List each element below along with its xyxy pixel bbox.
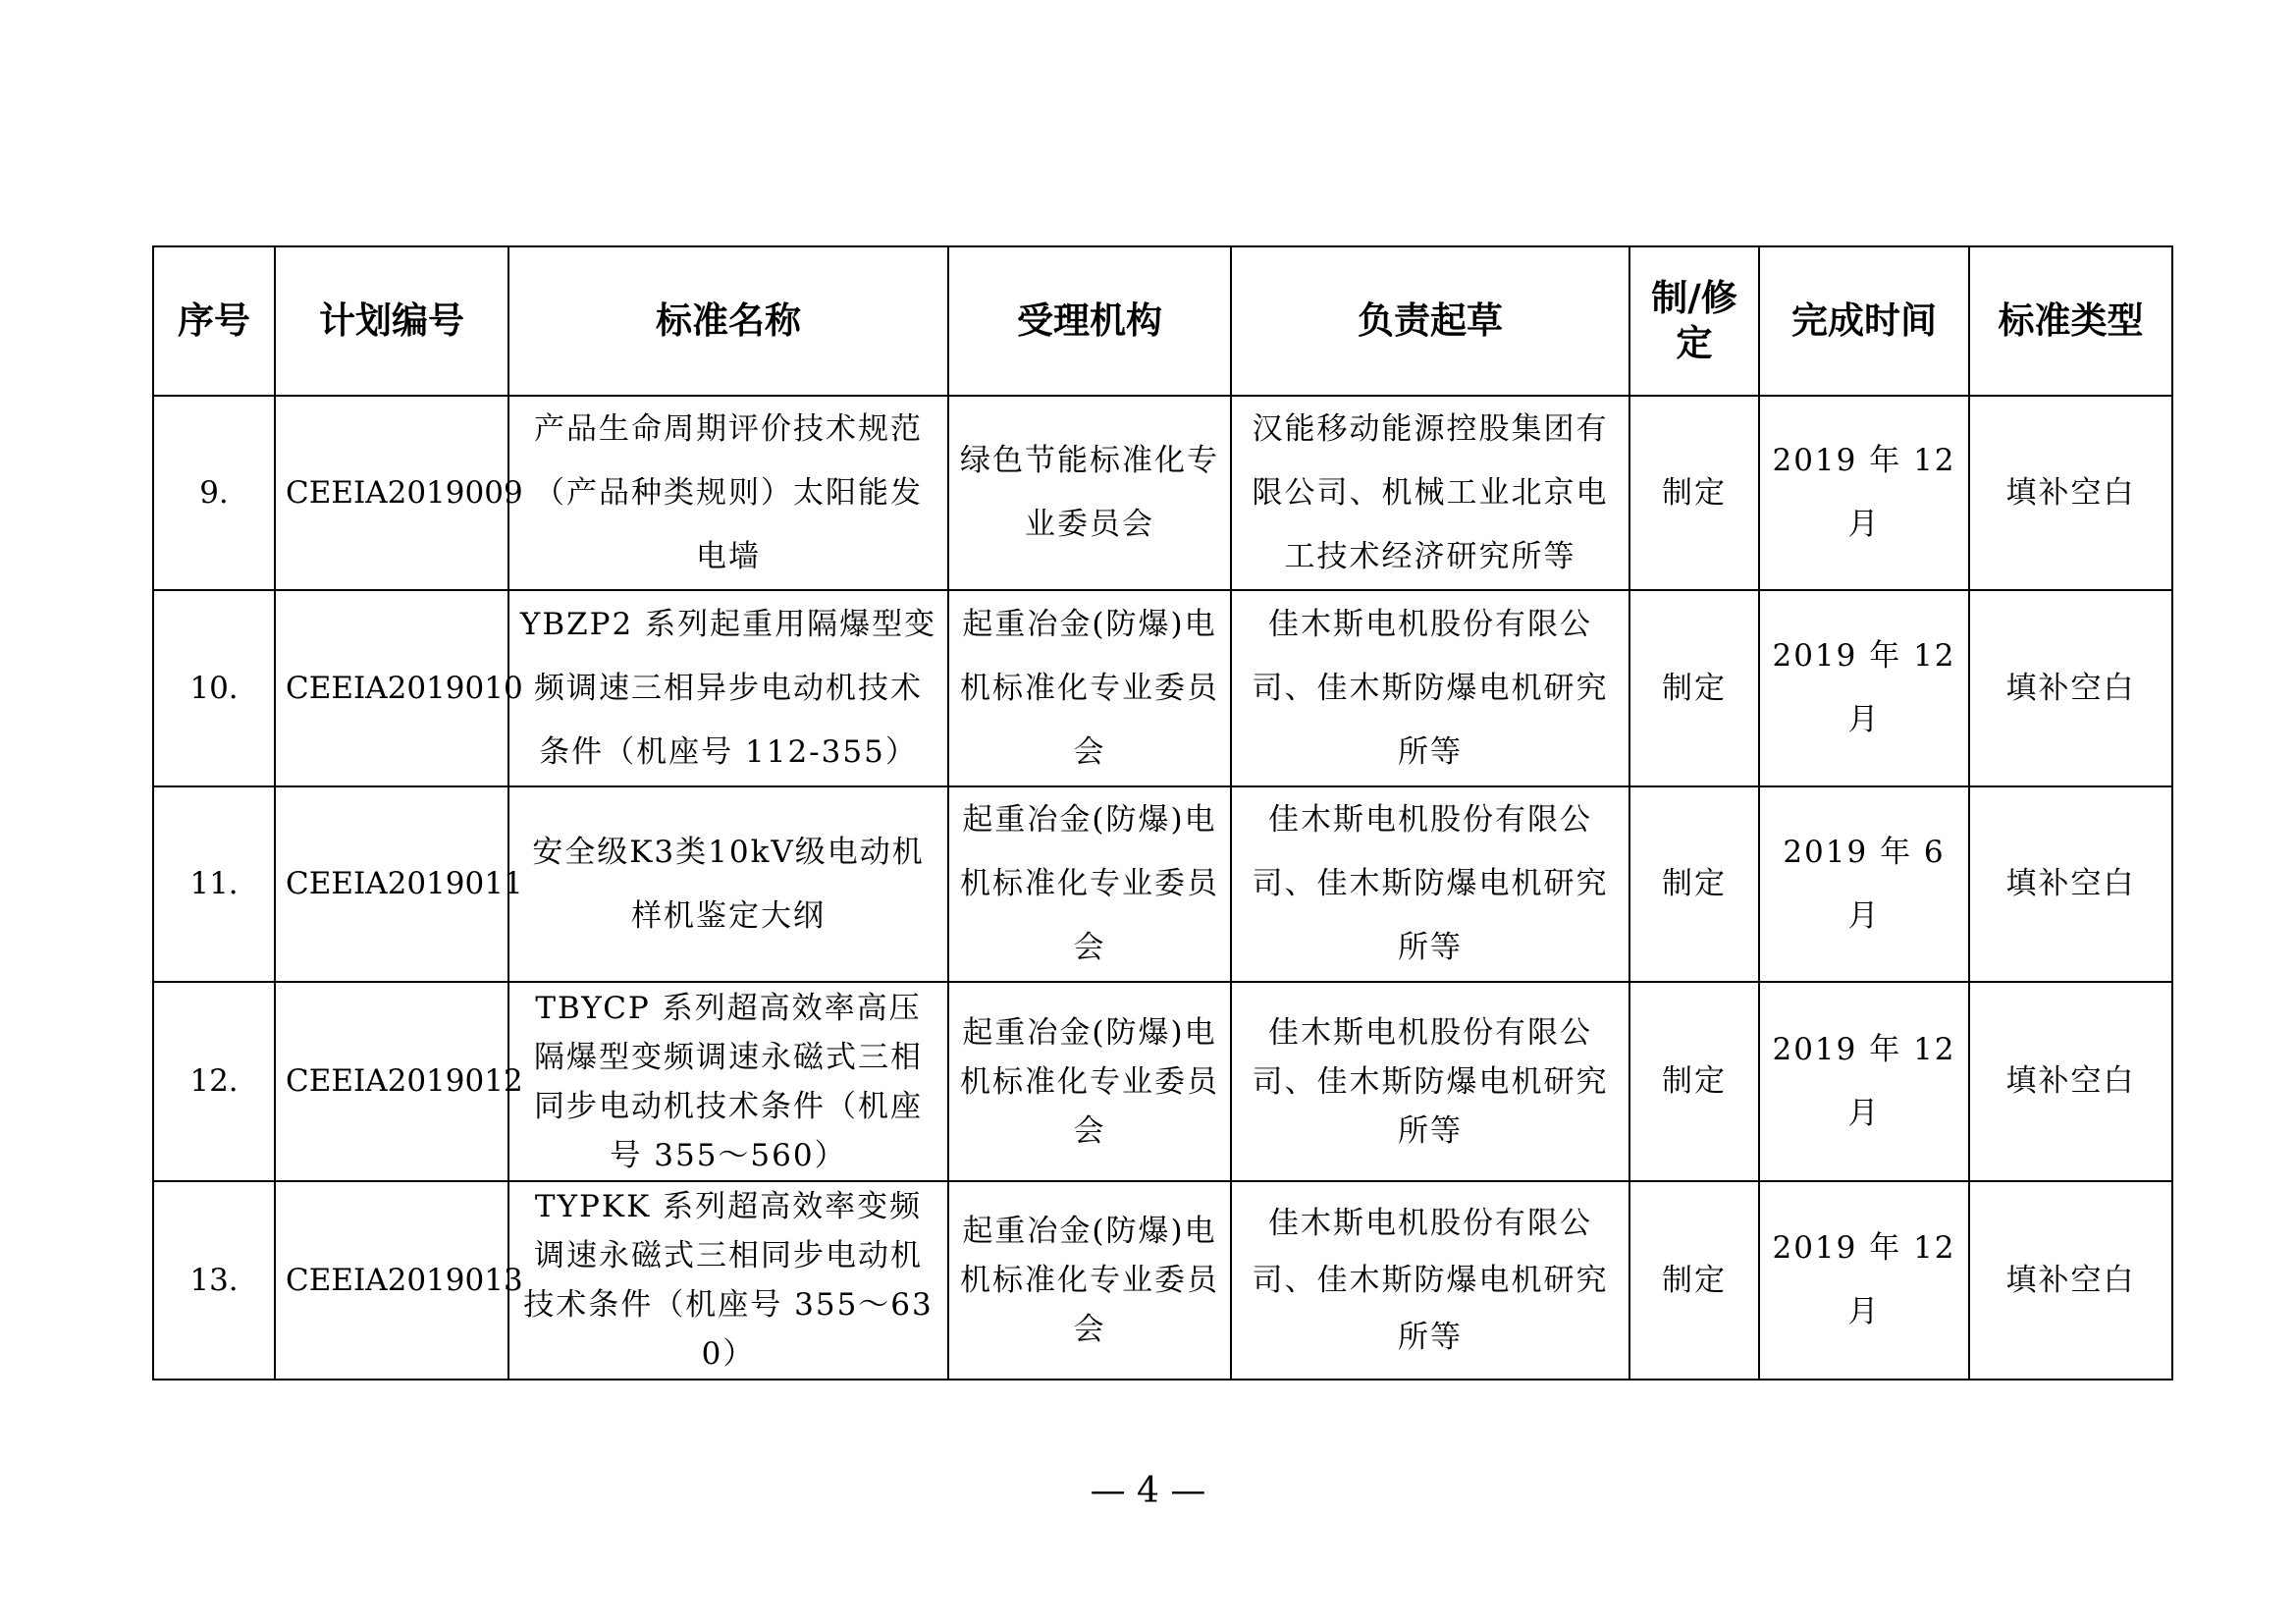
standard-name-text: YBZP2 系列起重用隔爆型变频调速三相异步电动机技术条件（机座号 112-355） [519,606,937,770]
standard-name-text: 产品生命周期评价技术规范（产品种类规则）太阳能发电墙 [534,410,923,574]
cell-standard-name [508,786,948,982]
header-revision-type: 制/修定 [1629,246,1759,396]
cell-plan-code: CEEIA2019013 [275,1181,508,1380]
cell-revision-type: 制定 [1629,396,1759,590]
header-seq: 序号 [153,246,275,396]
cell-seq: 11. [153,786,275,982]
cell-institution [948,396,1231,590]
table-row [153,786,2172,982]
standard-name-text: TYPKK 系列超高效率变频调速永磁式三相同步电动机技术条件（机座号 355～630） [523,1189,934,1372]
cell-seq: 9. [153,396,275,590]
cell-completion-time: 2019 年 12 月 [1759,1181,1969,1380]
drafter-text: 佳木斯电机股份有限公司、佳木斯防爆电机研究所等 [1252,1206,1609,1355]
drafter-text: 佳木斯电机股份有限公司、佳木斯防爆电机研究所等 [1252,606,1609,770]
header-institution: 受理机构 [948,246,1231,396]
cell-standard-name [508,590,948,786]
cell-drafter [1231,1181,1629,1380]
cell-drafter [1231,396,1629,590]
header-standard-category: 标准类型 [1969,246,2172,396]
cell-standard-name [508,1181,948,1380]
cell-standard-name [508,982,948,1181]
cell-standard-category: 填补空白 [1969,982,2172,1181]
standard-name-text: 安全级K3类10kV级电动机样机鉴定大纲 [532,834,925,934]
cell-drafter [1231,590,1629,786]
institution-text: 起重冶金(防爆)电机标准化专业委员会 [960,1014,1219,1149]
cell-revision-type: 制定 [1629,982,1759,1181]
table-header-row [153,246,2172,396]
institution-text: 起重冶金(防爆)电机标准化专业委员会 [960,606,1219,770]
header-drafter: 负责起草 [1231,246,1629,396]
institution-text: 起重冶金(防爆)电机标准化专业委员会 [960,1214,1219,1347]
cell-drafter [1231,982,1629,1181]
drafter-text: 佳木斯电机股份有限公司、佳木斯防爆电机研究所等 [1252,1014,1609,1149]
drafter-text: 汉能移动能源控股集团有限公司、机械工业北京电工技术经济研究所等 [1252,410,1609,574]
cell-drafter [1231,786,1629,982]
standards-plan-table [152,245,2173,1380]
standard-name-text: TBYCP 系列超高效率高压隔爆型变频调速永磁式三相同步电动机技术条件（机座号 355～560） [534,990,923,1173]
cell-seq: 10. [153,590,275,786]
cell-institution [948,1181,1231,1380]
cell-standard-category: 填补空白 [1969,590,2172,786]
cell-standard-name [508,396,948,590]
cell-revision-type: 制定 [1629,786,1759,982]
cell-institution [948,786,1231,982]
table-row [153,590,2172,786]
cell-completion-time: 2019 年 12 月 [1759,982,1969,1181]
header-completion-time: 完成时间 [1759,246,1969,396]
table-row [153,396,2172,590]
table-row [153,982,2172,1181]
cell-seq: 13. [153,1181,275,1380]
cell-institution [948,590,1231,786]
table-row [153,1181,2172,1380]
cell-seq: 12. [153,982,275,1181]
cell-revision-type: 制定 [1629,1181,1759,1380]
drafter-text: 佳木斯电机股份有限公司、佳木斯防爆电机研究所等 [1252,802,1609,965]
cell-standard-category: 填补空白 [1969,1181,2172,1380]
cell-plan-code: CEEIA2019012 [275,982,508,1181]
cell-standard-category: 填补空白 [1969,786,2172,982]
institution-text: 起重冶金(防爆)电机标准化专业委员会 [960,802,1219,965]
cell-completion-time: 2019 年 6 月 [1759,786,1969,982]
cell-plan-code: CEEIA2019010 [275,590,508,786]
header-plan-code: 计划编号 [275,246,508,396]
cell-standard-category: 填补空白 [1969,396,2172,590]
cell-plan-code: CEEIA2019011 [275,786,508,982]
page-number: — 4 — [1090,1471,1206,1511]
cell-institution [948,982,1231,1181]
institution-text: 绿色节能标准化专业委员会 [960,443,1219,542]
cell-plan-code: CEEIA2019009 [275,396,508,590]
cell-revision-type: 制定 [1629,590,1759,786]
header-standard-name: 标准名称 [508,246,948,396]
cell-completion-time: 2019 年 12 月 [1759,396,1969,590]
cell-completion-time: 2019 年 12 月 [1759,590,1969,786]
